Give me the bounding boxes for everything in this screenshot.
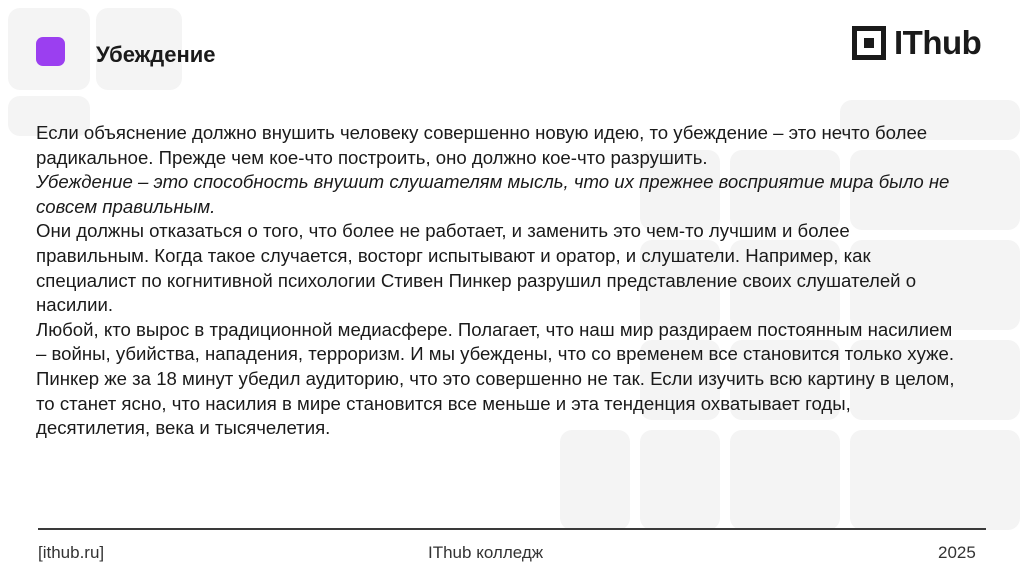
- ithub-logo-icon: [852, 26, 886, 60]
- ithub-logo: [852, 26, 981, 60]
- accent-square-icon: [36, 37, 65, 66]
- paragraph-example: Они должны отказаться о того, что более не работает, и заменить это чем-то лучшим и более правильным. Когда такое случается, восторг испытывают и оратор, и слушатели. Например, как специалист по когнитивной психологии Стивен Пинкер разрушил представление своих слушателей о насилии.: [36, 220, 917, 316]
- footer-divider: [38, 528, 986, 530]
- footer-college-name: IThub колледж: [428, 543, 544, 562]
- footer-year: 2025: [938, 543, 976, 562]
- paragraph-definition: Убеждение – это способность внушит слушателям мысль, что их прежнее восприятие мира было не совсем правильным.: [36, 171, 950, 217]
- footer-site-link[interactable]: [ithub.ru]: [38, 543, 105, 562]
- slide-body: [36, 121, 966, 441]
- paragraph-intro: Если объяснение должно внушить человеку совершенно новую идею, то убеждение – это нечто более радикальное. Прежде чем кое-что построить, оно должно кое-что разрушить.: [36, 122, 928, 168]
- paragraph-pinker: Любой, кто вырос в традиционной медиасфере. Полагает, что наш мир раздираем постоянным насилием – войны, убийства, нападения, терроризм. И мы убеждены, что со временем все становится только хуже. Пинкер же за 18 минут убедил аудиторию, что это совершенно не так. Если изучить всю картину в целом, то станет ясно, что насилия в мире становится все меньше и эта тенденция охватывает годы, десятилетия, века и тысячелетия.: [36, 318, 955, 439]
- logo-text: IThub: [894, 24, 982, 61]
- slide-title: Убеждение: [96, 42, 216, 67]
